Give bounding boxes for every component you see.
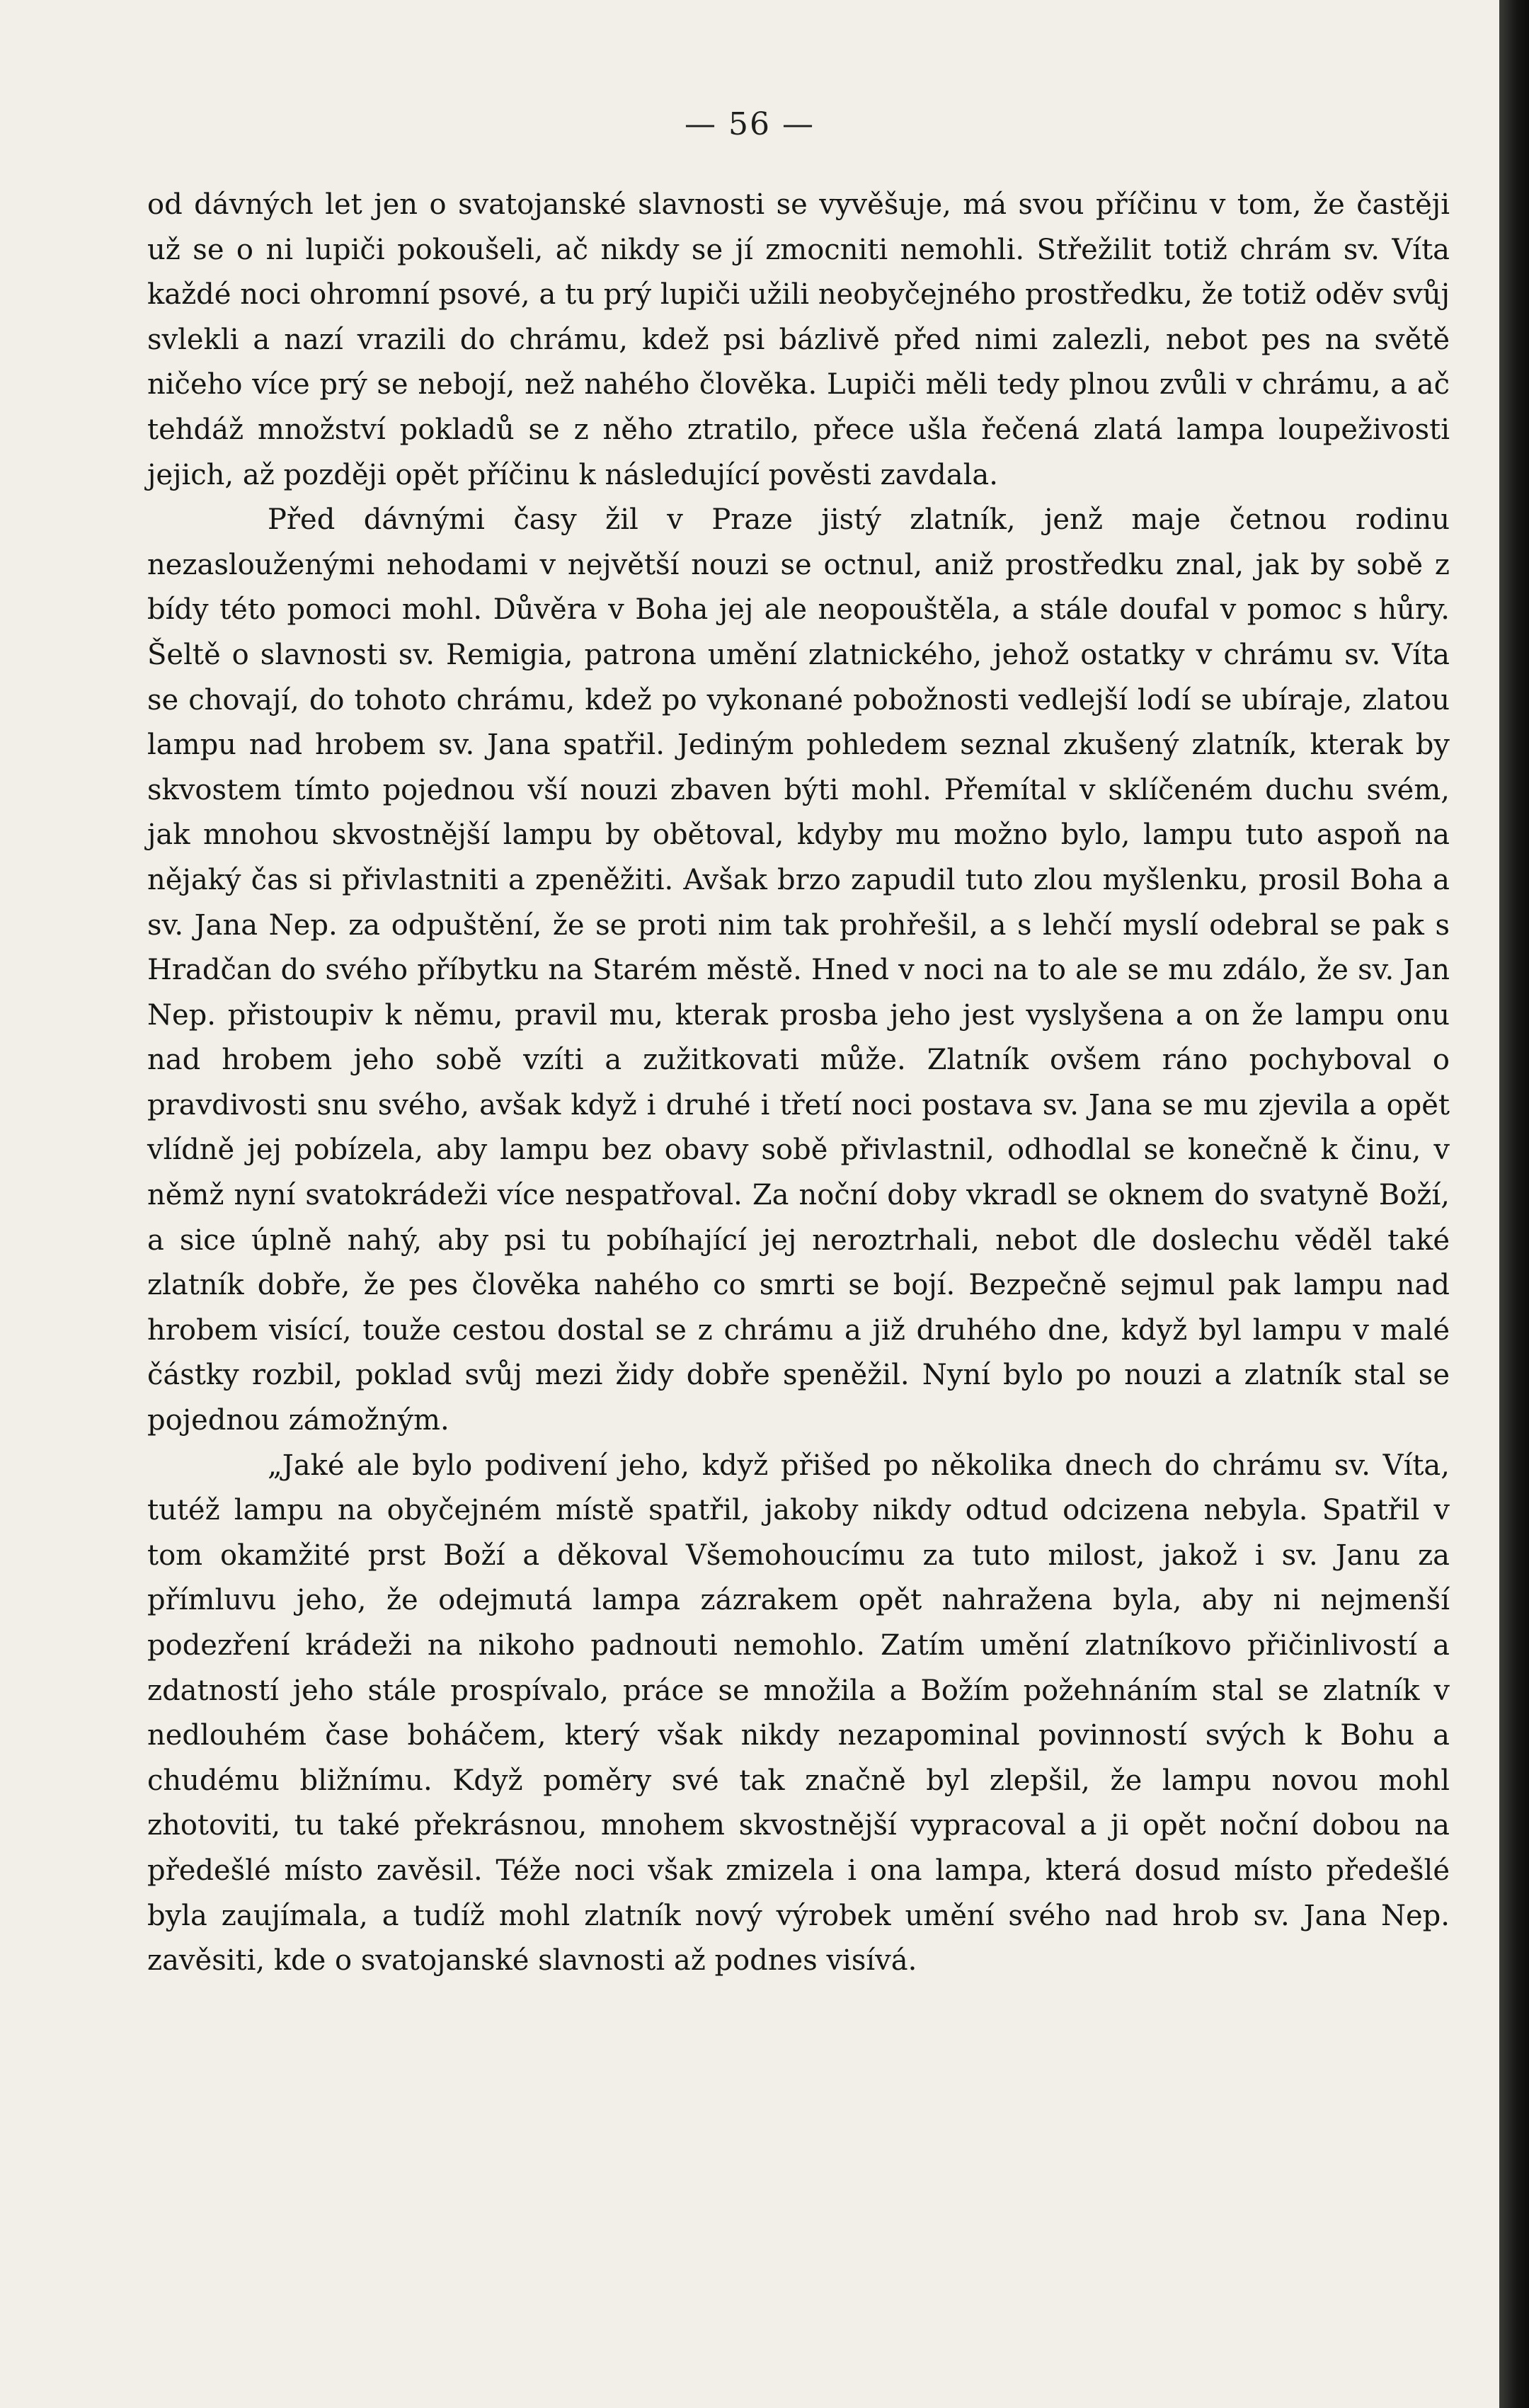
scan-border xyxy=(1499,0,1529,2408)
paragraph-3: „Jaké ale bylo podivení jeho, když přišed po několika dnech do chrámu sv. Víta, tutéž lampu na obyčejném místě spatřil, jakoby nikdy odtud odcizena nebyla. Spatřil v tom okamžité prst Boží a děkoval Všemohoucímu za tuto milost, jakož i sv. Janu za přímluvu jeho, že odejmutá lampa zázrakem opět nahražena byla, aby ni nejmenší podezření krádeži na nikoho padnouti nemohlo. Zatím umění zlatníkovo přičinlivostí a zdatností jeho stále prospívalo, práce se množila a Božím požehnáním stal se zlatník v nedlouhém čase boháčem, který však nikdy nezapominal povinností svých k Bohu a chudému bližnímu. Když poměry své tak značně byl zlepšil, že lampu novou mohl zhotoviti, tu také překrásnou, mnohem skvostnější vypracoval a ji opět noční dobou na předešlé místo zavěsil. Téže noci však zmizela i ona lampa, která dosud místo předešlé byla zaujímala, a tudíž mohl zlatník nový výrobek umění svého nad hrob sv. Jana Nep. zavěsiti, kde o svatojanské slavnosti až podnes visívá. xyxy=(147,1449,1450,1978)
body-text xyxy=(147,183,1450,1984)
paragraph-2: Před dávnými časy žil v Praze jistý zlatník, jenž maje četnou rodinu nezaslouženými nehodami v největší nouzi se octnul, aniž prostředku znal, jak by sobě z bídy této pomoci mohl. Důvěra v Boha jej ale neopouštěla, a stále doufal v pomoc s hůry. Šeltě o slavnosti sv. Remigia, patrona umění zlatnického, jehož ostatky v chrámu sv. Víta se chovají, do tohoto chrámu, kdež po vykonané pobožnosti vedlejší lodí se ubíraje, zlatou lampu nad hrobem sv. Jana spatřil. Jediným pohledem seznal zkušený zlatník, kterak by skvostem tímto pojednou vší nouzi zbaven býti mohl. Přemítal v sklíčeném duchu svém, jak mnohou skvostnější lampu by obětoval, kdyby mu možno bylo, lampu tuto aspoň na nějaký čas si přivlastniti a zpeněžiti. Avšak brzo zapudil tuto zlou myšlenku, prosil Boha a sv. Jana Nep. za odpuštění, že se proti nim tak prohřešil, a s lehčí myslí odebral se pak s Hradčan do svého příbytku na Starém městě. Hned v noci na to ale se mu zdálo, že sv. Jan Nep. přistoupiv k němu, pravil mu, kterak prosba jeho jest vyslyšena a on že lampu onu nad hrobem jeho sobě vzíti a zužitkovati může. Zlatník ovšem ráno pochyboval o pravdivosti snu svého, avšak když i druhé i třetí noci postava sv. Jana se mu zjevila a opět vlídně jej pobízela, aby lampu bez obavy sobě přivlastnil, odhodlal se konečně k činu, v němž nyní svatokrádeži více nespatřoval. Za noční doby vkradl se oknem do svatyně Boží, a sice úplně nahý, aby psi tu pobíhající jej neroztrhali, nebot dle doslechu věděl také zlatník dobře, že pes člověka nahého co smrti se bojí. Bezpečně sejmul pak lampu nad hrobem visící, touže cestou dostal se z chrámu a již druhého dne, když byl lampu v malé částky rozbil, poklad svůj mezi židy dobře speněžil. Nyní bylo po nouzi a zlatník stal se pojednou zámožným. xyxy=(147,503,1450,1437)
page-number: — 56 — xyxy=(685,106,815,142)
paragraph-1: od dávných let jen o svatojanské slavnosti se vyvěšuje, má svou příčinu v tom, že častěji už se o ni lupiči pokoušeli, ač nikdy se jí zmocniti nemohli. Střežilit totiž chrám sv. Víta každé noci ohromní psové, a tu prý lupiči užili neobyčejného prostředku, že totiž oděv svůj svlekli a nazí vrazili do chrámu, kdež psi bázlivě před nimi zalezli, nebot pes na světě ničeho více prý se nebojí, než nahého člověka. Lupiči měli tedy plnou zvůli v chrámu, a ač tehdáž množství pokladů se z něho ztratilo, přece ušla řečená zlatá lampa loupeživosti jejich, až později opět příčinu k následující pověsti zavdala. xyxy=(147,188,1450,491)
